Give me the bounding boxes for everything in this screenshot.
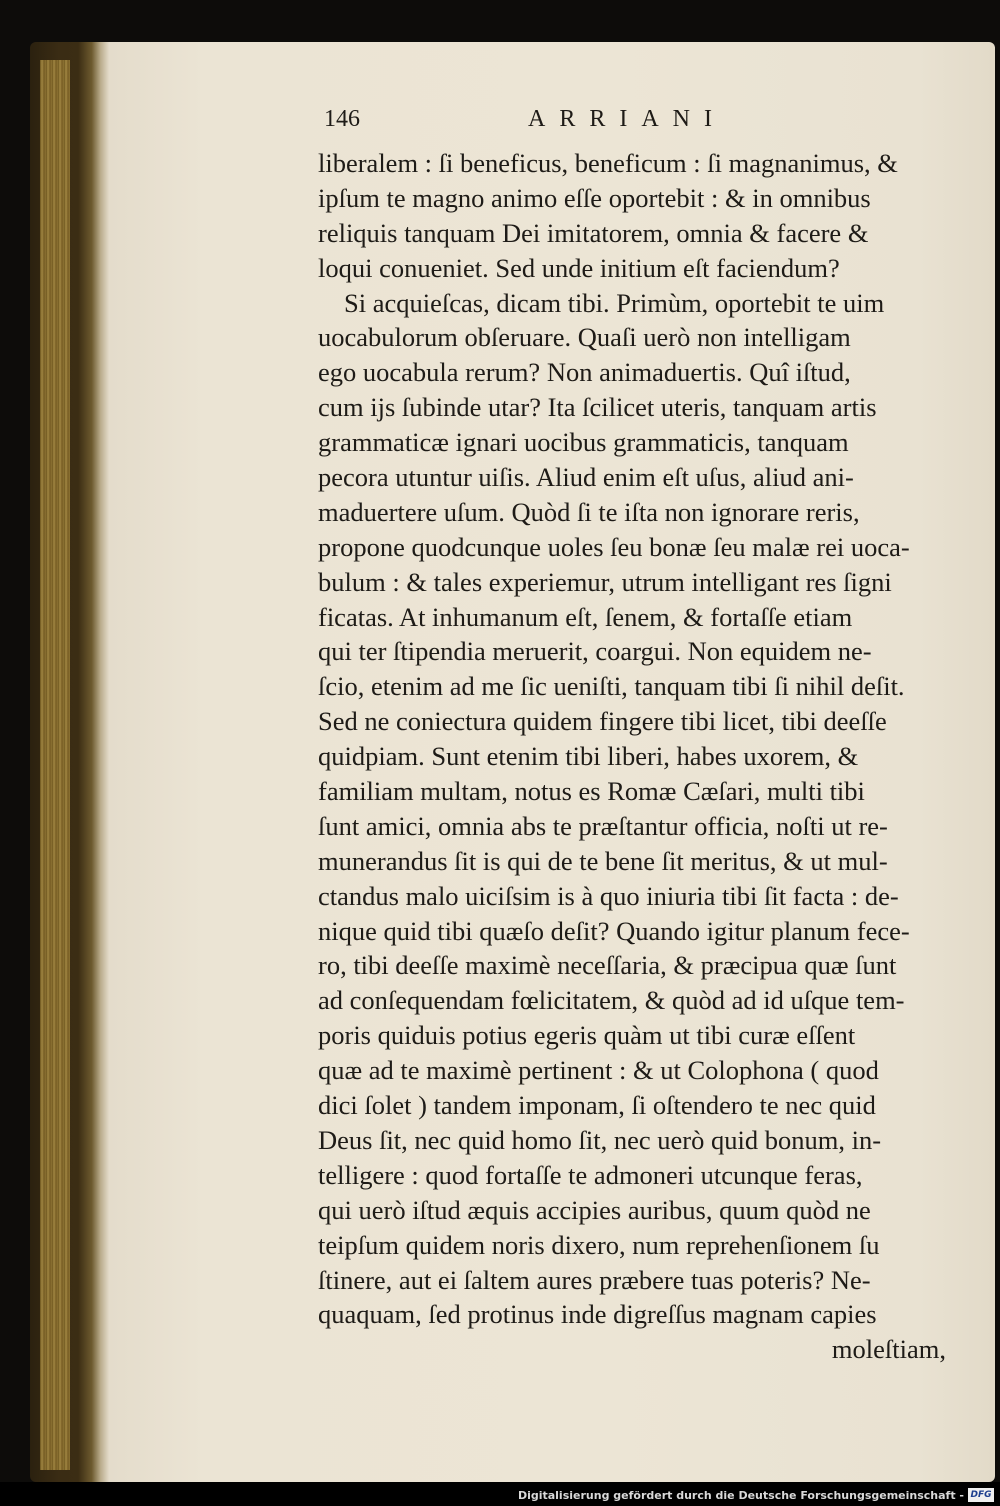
text-line: cum ijs ſubinde utar? Ita ſcilicet uteris, tanquam artis xyxy=(318,392,877,423)
text-line: ficatas. At inhumanum eſt, ſenem, & fortaſſe etiam xyxy=(318,601,853,632)
text-line: qui ter ſtipendia meruerit, coargui. Non equidem ne- xyxy=(318,636,872,667)
text-line: loqui conueniet. Sed unde initium eſt faciendum? xyxy=(318,252,840,283)
book-fore-edge xyxy=(40,60,70,1470)
footer-credit: Digitalisierung gefördert durch die Deutsche Forschungsgemeinschaft - xyxy=(517,1489,964,1502)
text-line: ego uocabula rerum? Non animaduertis. Quî iſtud, xyxy=(318,357,851,388)
text-line: quæ ad te maximè pertinent : & ut Colophona ( quod xyxy=(318,1055,879,1086)
text-line: teipſum quidem noris dixero, num reprehenſionem ſu xyxy=(318,1229,880,1260)
text-line: familiam multam, notus es Romæ Cæſari, multi tibi xyxy=(318,776,865,807)
page-number: 146 xyxy=(324,106,360,132)
text-line: liberalem : ſi beneficus, beneficum : ſi magnanimus, & xyxy=(318,148,898,178)
text-line: nique quid tibi quæſo deſit? Quando igitur planum fece- xyxy=(318,915,910,946)
text-line: ſunt amici, omnia abs te præſtantur officia, noſti ut re- xyxy=(318,810,888,841)
text-line: grammaticæ ignari uocibus grammaticis, tanquam xyxy=(318,427,849,458)
text-line: Deus ſit, nec quid homo ſit, nec uerò quid bonum, in- xyxy=(318,1124,882,1155)
text-line: ad conſequendam fœlicitatem, & quòd ad id uſque tem- xyxy=(318,985,905,1016)
text-line: munerandus ſit is qui de te bene ſit meritus, & ut mul- xyxy=(318,845,888,876)
dfg-logo-icon: DFG xyxy=(968,1488,994,1502)
text-block xyxy=(318,104,950,1367)
text-line: qui uerò iſtud æquis accipies auribus, quum quòd ne xyxy=(318,1194,871,1225)
page-header xyxy=(318,104,950,146)
text-line: telligere : quod fortaſſe te admoneri utcunque feras, xyxy=(318,1159,863,1190)
text-line: ipſum te magno animo eſſe oportebit : & in omnibus xyxy=(318,182,871,213)
text-line: Si acquieſcas, dicam tibi. Primùm, oportebit te uim xyxy=(344,287,885,318)
text-line: uocabulorum obſeruare. Quaſi uerò non intelligam xyxy=(318,322,851,353)
text-line: dici ſolet ) tandem imponam, ſi oſtendero te nec quid xyxy=(318,1090,876,1121)
text-line: maduertere uſum. Quòd ſi te iſta non ignorare reris, xyxy=(318,496,860,527)
text-line: Sed ne coniectura quidem fingere tibi licet, tibi deeſſe xyxy=(318,706,887,737)
text-line: pecora utuntur uiſis. Aliud enim eſt uſus, aliud ani- xyxy=(318,462,854,493)
text-line: reliquis tanquam Dei imitatorem, omnia & facere & xyxy=(318,217,869,248)
text-line: ſcio, etenim ad me ſic ueniſti, tanquam tibi ſi nihil deſit. xyxy=(318,671,905,702)
text-line: ſtinere, aut ei ſaltem aures præbere tuas poteris? Ne- xyxy=(318,1264,871,1295)
text-line: ctandus malo uiciſsim is à quo iniuria tibi ſit facta : de- xyxy=(318,880,899,911)
running-title: ARRIANI xyxy=(528,106,726,132)
text-line: quidpiam. Sunt etenim tibi liberi, habes uxorem, & xyxy=(318,741,859,772)
text-lines xyxy=(318,146,950,1367)
text-line: ro, tibi deeſſe maximè neceſſaria, & præcipua quæ ſunt xyxy=(318,950,897,981)
footer-bar xyxy=(0,1482,1000,1506)
text-line: bulum : & tales experiemur, utrum intelligant res ſigni xyxy=(318,566,892,597)
text-line: moleſtiam, xyxy=(831,1334,946,1365)
text-line: poris quiduis potius egeris quàm ut tibi curæ eſſent xyxy=(318,1020,856,1051)
text-line: quaquam, ſed protinus inde digreſſus magnam capies xyxy=(318,1299,877,1330)
text-line: propone quodcunque uoles ſeu bonæ ſeu malæ rei uoca- xyxy=(318,531,910,562)
